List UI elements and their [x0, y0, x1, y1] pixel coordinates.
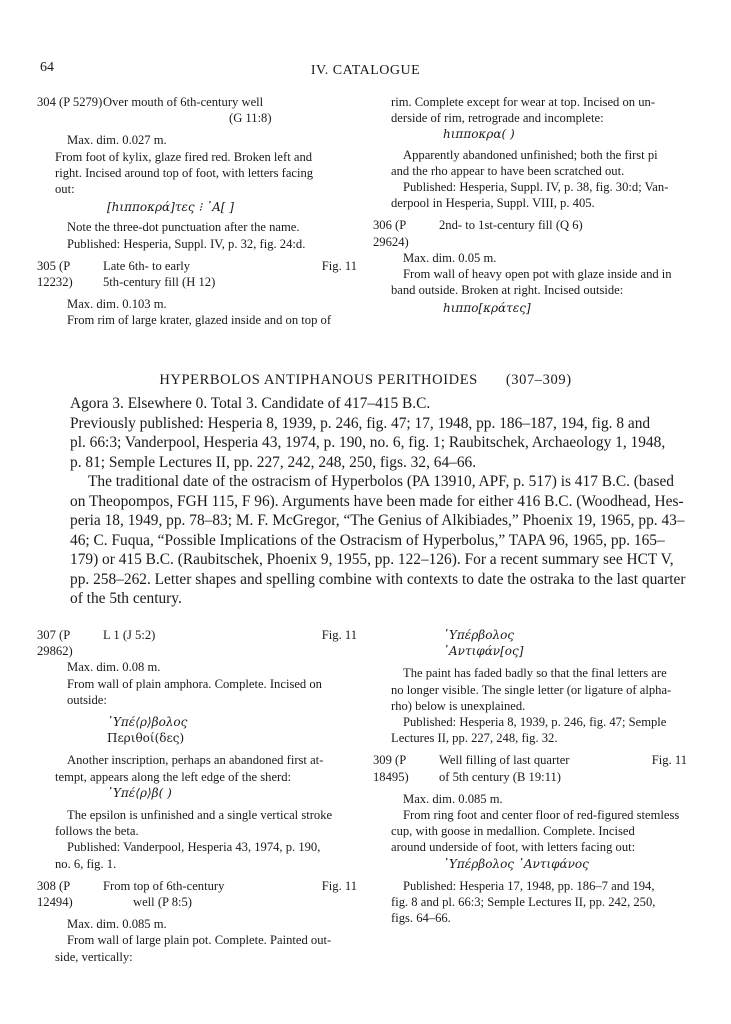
intro-line: 46; C. Fuqua, “Possible Implications of the Ostracism of Hyperbolus,” TAPA 96, 1965, pp. 165–: [70, 531, 665, 549]
note: rho) below is unexplained.: [391, 698, 526, 713]
catalogue-column-3: [37, 627, 357, 965]
intro-line: The traditional date of the ostracism of Hyperbolos (PA 13910, APF, p. 517) is 417 B.C. (based: [88, 473, 674, 490]
max-dim: Max. dim. 0.027 m.: [67, 133, 167, 148]
description-line: rim. Complete except for wear at top. Incised on un-: [391, 95, 656, 109]
catalogue-range: (307–309): [505, 372, 572, 388]
entry-number: 309 (P 18495): [373, 753, 409, 784]
max-dim: Max. dim. 0.05 m.: [403, 250, 497, 265]
intro-line: p. 81; Semple Lectures II, pp. 227, 242, 248, 250, figs. 32, 64–66.: [70, 453, 477, 471]
entry-306-heading: [373, 217, 687, 249]
max-dim: Max. dim. 0.085 m.: [403, 791, 503, 806]
inscription: hιππο[κράτες]: [443, 301, 531, 316]
published: Lectures II, pp. 227, 248, fig. 32.: [391, 731, 558, 746]
note: The epsilon is unfinished and a single vertical stroke: [67, 808, 333, 823]
description-line: side, vertically:: [55, 949, 133, 964]
entry-context-deposit: well (P 8:5): [133, 895, 192, 910]
intro-line: 179) or 415 B.C. (Raubitschek, Phoenix 9, 1955, pp. 122–126). For a recent summary see HCT V,: [70, 551, 674, 568]
published: figs. 64–66.: [391, 911, 451, 926]
description-line: From foot of kylix, glaze fired red. Broken left and: [55, 149, 313, 164]
published: no. 6, fig. 1.: [55, 856, 117, 871]
description-line: From wall of large plain pot. Complete. Painted out-: [67, 933, 332, 948]
section-introduction: [70, 394, 692, 609]
inscription: hιπποκρα( ): [443, 127, 515, 142]
description-line: cup, with goose in medallion. Complete. Incised: [391, 824, 635, 839]
max-dim: Max. dim. 0.085 m.: [67, 917, 167, 932]
entry-context: Over mouth of 6th-century well: [103, 95, 264, 109]
entry-number: 308 (P 12494): [37, 878, 73, 910]
note: Another inscription, perhaps an abandoned first at-: [67, 753, 324, 768]
inscription: ῾Υπέρβολος: [443, 628, 515, 642]
published: Published: Hesperia 17, 1948, pp. 186–7 and 194,: [403, 878, 655, 893]
note: no longer visible. The single letter (or ligature of alpha-: [391, 682, 672, 697]
intro-line: peria 18, 1949, pp. 78–83; M. F. McGregor, “The Genius of Alkibiades,” Phoenix 19, 1965, pp. 43–: [70, 512, 685, 529]
figure-ref: Fig. 11: [651, 753, 687, 768]
description-line: outside:: [67, 692, 107, 707]
inscription: ῾Υπέρβολος ᾽Αντιφάνος: [443, 856, 589, 871]
description-line: around underside of foot, with letters facing out:: [391, 840, 636, 855]
max-dim: Max. dim. 0.103 m.: [67, 297, 167, 312]
figure-ref: Fig. 11: [321, 878, 357, 893]
section-title: [0, 372, 731, 389]
entry-context-deposit: 5th-century fill (H 12): [103, 275, 216, 290]
note: The paint has faded badly so that the final letters are: [403, 666, 667, 681]
description-line: From wall of plain amphora. Complete. Incised on: [67, 676, 322, 691]
description-line: right. Incised around top of foot, with letters facing: [55, 165, 314, 180]
note: Note the three-dot punctuation after the name.: [67, 220, 300, 235]
intro-line: of the 5th century.: [70, 590, 182, 607]
inscription: Περιθοί(δες): [107, 731, 185, 746]
intro-line: Agora 3. Elsewhere 0. Total 3. Candidate of 417–415 B.C.: [70, 395, 431, 412]
published: fig. 8 and pl. 66:3; Semple Lectures II, pp. 242, 250,: [391, 895, 656, 910]
intro-line: Previously published: Hesperia 8, 1939, p. 246, fig. 47; 17, 1948, pp. 186–187, 194, fig. 8 and: [70, 414, 651, 432]
entry-number: 306 (P 29624): [373, 218, 409, 249]
published: Published: Hesperia, Suppl. IV, p. 32, fig. 24:d.: [67, 236, 306, 251]
entry-number: 307 (P 29862): [37, 628, 73, 659]
entry-309-heading: [373, 752, 687, 784]
entry-context-deposit: of 5th century (B 19:11): [439, 769, 561, 784]
page-number: 64: [40, 60, 54, 75]
intro-line: on Theopompos, FGH 115, F 96). Arguments have been made for either 416 B.C. (Woodhead, Hes-: [70, 492, 684, 510]
intro-line: pl. 66:3; Vanderpool, Hesperia 43, 1974, p. 190, no. 6, fig. 1; Raubitschek, Archaeology 1, 1948,: [70, 434, 666, 451]
entry-context: Late 6th- to early: [103, 258, 191, 273]
catalogue-column-2: [373, 94, 687, 317]
description-line: From rim of large krater, glazed inside and on top of: [67, 313, 332, 328]
description-line: From wall of heavy open pot with glaze inside and in: [403, 267, 672, 282]
inscription: ῾Υπέ⟨ρ⟩β( ): [107, 785, 172, 800]
entry-context: L 1 (J 5:2): [103, 628, 156, 642]
description-line: From ring foot and center floor of red-figured stemless: [403, 808, 680, 823]
entry-number: 305 (P 12232): [37, 258, 73, 290]
note: and the rho appear to have been scratched out.: [391, 163, 625, 178]
inscription: ᾽Αντιφάν[ος]: [443, 644, 524, 659]
description-line: band outside. Broken at right. Incised outside:: [391, 283, 624, 298]
catalogue-column-1: [37, 94, 357, 329]
published: Published: Hesperia 8, 1939, p. 246, fig. 47; Semple: [403, 715, 667, 730]
note: tempt, appears along the left edge of the sherd:: [55, 769, 292, 784]
description-line: out:: [55, 182, 75, 197]
published: Published: Hesperia, Suppl. IV, p. 38, fig. 30:d; Van-: [403, 180, 669, 195]
max-dim: Max. dim. 0.08 m.: [67, 660, 161, 675]
entry-305-heading: [37, 258, 357, 290]
entry-304-heading: [37, 94, 357, 126]
published: derpool in Hesperia, Suppl. VIII, p. 405.: [391, 196, 595, 211]
entry-context: From top of 6th-century: [103, 878, 225, 893]
candidate-name: HYPERBOLOS ANTIPHANOUS PERITHOIDES: [159, 372, 478, 388]
entry-context: Well filling of last quarter: [439, 753, 570, 768]
note: follows the beta.: [55, 824, 139, 839]
inscription: ῾Υπέ⟨ρ⟩βολος: [107, 715, 188, 730]
entry-307-heading: [37, 627, 357, 659]
catalogue-column-4: [373, 627, 687, 926]
description-line: derside of rim, retrograde and incomplete:: [391, 111, 604, 126]
note: Apparently abandoned unfinished; both the first pi: [403, 147, 658, 162]
entry-number: 304 (P 5279): [37, 95, 103, 109]
intro-line: pp. 258–262. Letter shapes and spelling combine with contexts to date the ostraka to the last quarter: [70, 570, 686, 588]
figure-ref: Fig. 11: [321, 628, 357, 642]
running-head: IV. CATALOGUE: [310, 63, 421, 78]
published: Published: Vanderpool, Hesperia 43, 1974, p. 190,: [67, 840, 321, 855]
entry-context: 2nd- to 1st-century fill (Q 6): [439, 218, 583, 233]
entry-308-heading: [37, 878, 357, 910]
inscription: [hιπποκρά]τες ⁝ ᾽Α[ ]: [107, 200, 234, 215]
figure-ref: Fig. 11: [321, 258, 357, 273]
entry-context-deposit: (G 11:8): [229, 111, 272, 126]
